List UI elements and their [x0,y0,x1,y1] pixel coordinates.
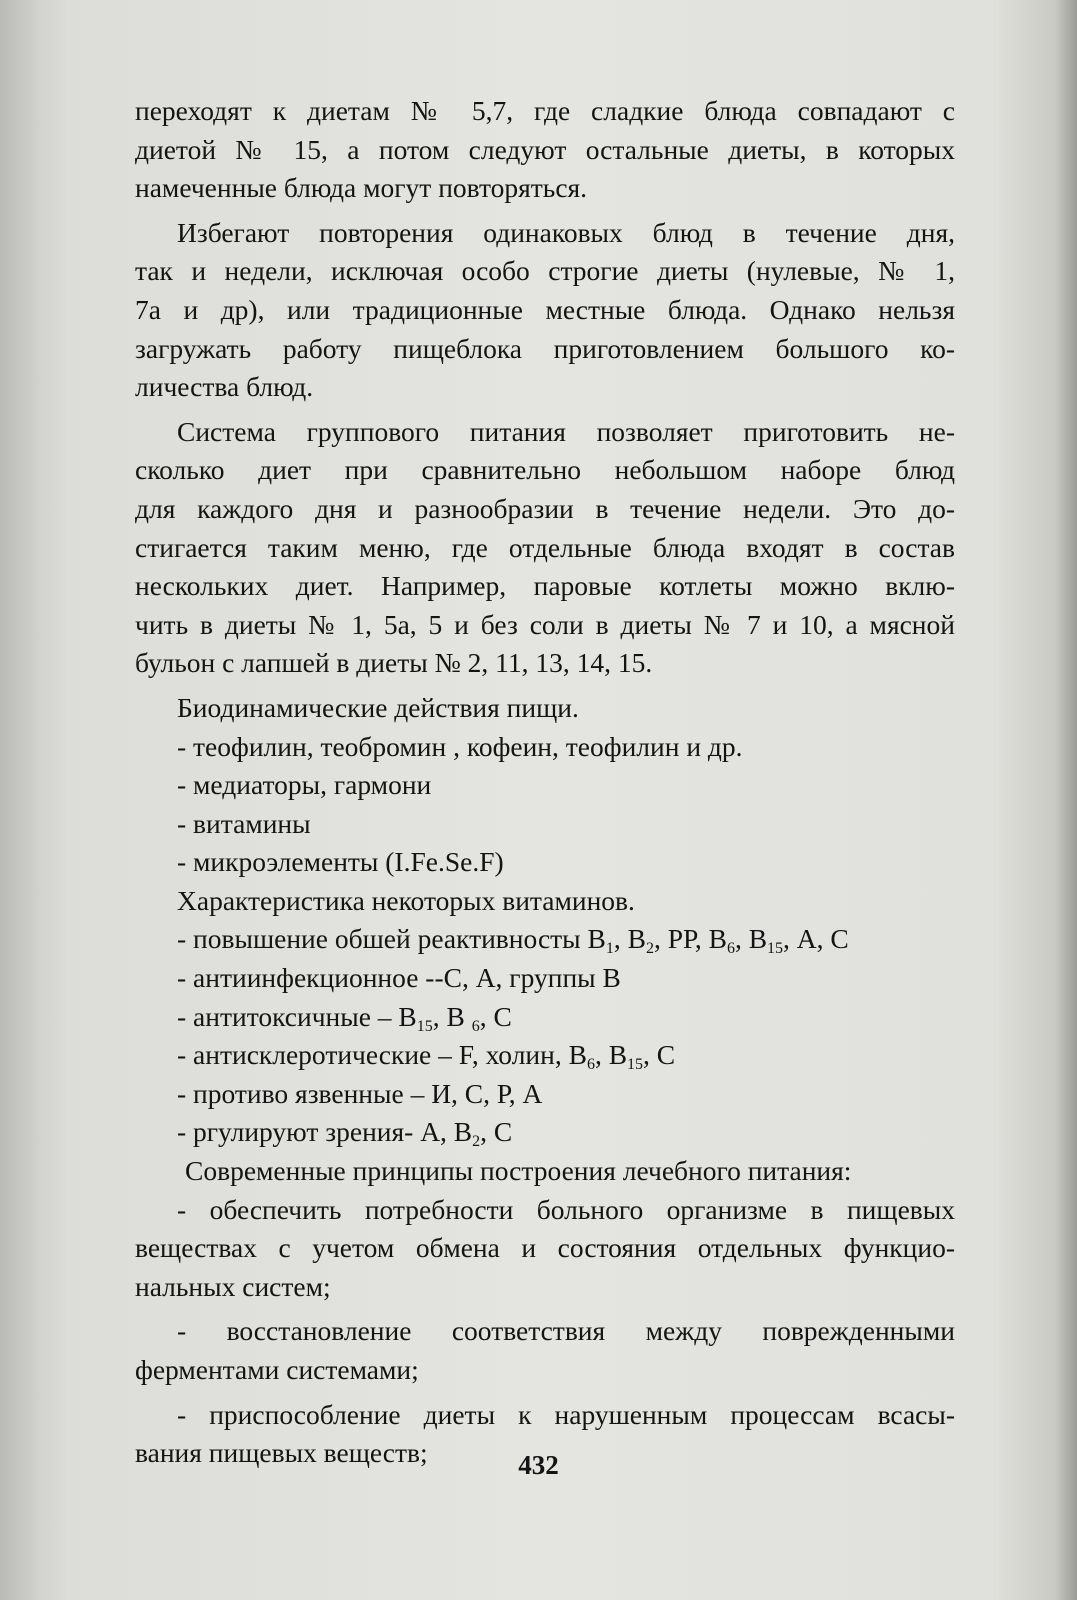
subscript: 15 [767,940,784,958]
subscript: 6 [726,940,735,958]
item-text: , В [734,923,768,955]
item-text: , С [479,1000,512,1032]
text-line: так и недели, исключая особо строгие диеты (нулевые, № 1, [135,255,955,287]
item-text: , А, С [783,923,849,955]
item-text: - антисклеротические – F, холин, В [177,1039,587,1071]
page-text [135,92,955,1479]
item-text: , РР, В [653,923,727,955]
subscript: 6 [586,1056,595,1074]
subscript: 15 [416,1017,433,1035]
item-text: - повышение обшей реактивносты В [177,923,606,955]
text-line: ферментами системами; [135,1354,419,1385]
text-line: личества блюд. [135,371,314,403]
list-item [135,1036,955,1075]
text-line: загружать работу пищеблока приготовлением большого ко- [135,332,955,364]
text-line: стигается таким меню, где отдельные блюда входят в состав [135,531,955,563]
text-line: веществах с учетом обмена и состояния отдельных функцио- [135,1232,955,1264]
vitamins-heading: Характеристика некоторых витаминов. [177,884,635,916]
item-text: , В [594,1039,628,1071]
text-line: нескольких диет. Например, паровые котлеты можно вклю- [135,570,955,602]
text-line: нальных систем; [135,1270,331,1302]
subscript: 2 [645,940,654,958]
item-text: - ргулируют зрения- А, В [177,1116,473,1148]
list-item [135,920,955,959]
paragraph-1 [135,92,955,208]
item-text: - антитоксичные – В [177,1000,417,1032]
text-line: для каждого дня и разнообразии в течение недели. Это до- [135,492,955,524]
page-edge-shadow [0,0,70,1600]
item-text: , В [432,1000,472,1032]
subscript: 2 [472,1133,481,1151]
text-line: - обеспечить потребности больного организме в пищевых [177,1193,955,1225]
text-line: вания пищевых веществ; [135,1437,428,1469]
text-line: 7а и др), или традиционные местные блюда. Однако нельзя [135,293,955,325]
text-line: Избегают повторения одинаковых блюд в течение дня, [177,216,955,248]
text-line: - восстановление соответствия между поврежденными [177,1315,955,1347]
paragraph-3 [135,413,955,683]
text-line: чить в диеты № 1, 5а, 5 и без соли в диеты № 7 и 10, а мясной [135,608,955,640]
subscript: 15 [627,1056,644,1074]
list-item: - медиаторы, гармони [177,769,432,801]
text-line: переходят к диетам № 5,7, где сладкие блюда совпадают с [135,95,955,126]
biodynamic-heading: Биодинамические действия пищи. [177,691,579,723]
principles-heading: Современные принципы построения лечебного питания: [185,1155,852,1187]
principle-1 [135,1191,955,1307]
text-line: Система группового питания позволяет приготовить не- [177,415,955,447]
item-text: , В [613,923,646,955]
text-line: - приспособление диеты к нарушенным процессам всасы- [177,1398,955,1430]
list-item: - антиинфекционное --С, А, группы В [177,962,621,994]
list-item [135,1113,955,1152]
list-item: - витамины [177,807,311,839]
list-item: - противо язвенные – И, С, Р, А [177,1077,543,1109]
list-item [135,998,955,1037]
item-text: , С [480,1116,513,1148]
principle-2 [135,1312,955,1389]
paragraph-2 [135,214,955,407]
list-item: - теофилин, теобромин , кофеин, теофилин и др. [177,730,743,762]
text-line: сколько диет при сравнительно небольшом наборе блюд [135,454,955,486]
text-line: намеченные блюда могут повторяться. [135,172,588,204]
item-text: , С [643,1039,676,1071]
text-line: диетой № 15, а потом следуют остальные диеты, в которых [135,133,955,165]
page-number: 432 [518,1450,559,1480]
subscript: 6 [471,1017,480,1035]
subscript: 1 [605,940,614,958]
list-item: - микроэлементы (I.Fe.Se.F) [177,846,504,878]
text-line: бульон с лапшей в диеты № 2, 11, 13, 14, 15. [135,647,653,679]
